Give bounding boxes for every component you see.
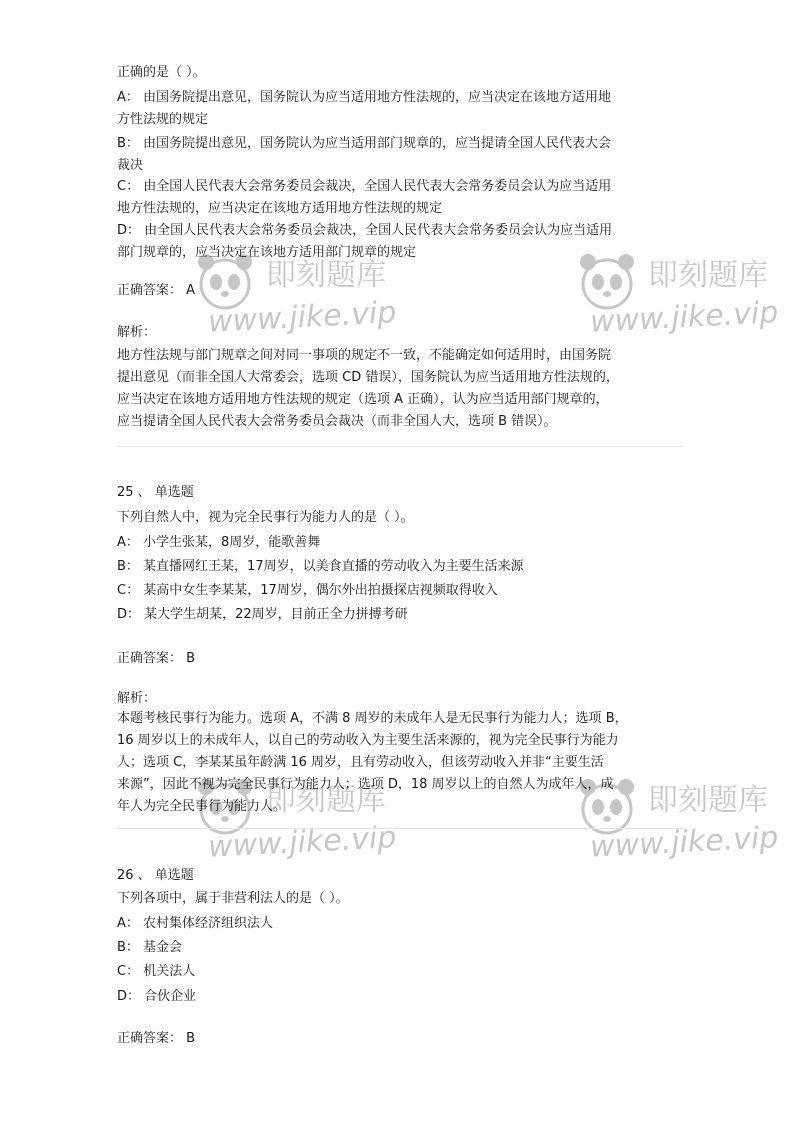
q26-answer: 正确答案： B [117,1031,196,1046]
q26-option-b[interactable]: B： 基金会 [117,940,183,955]
q25-answer: 正确答案： B [117,651,196,666]
analysis-line: 来源”，因此不视为完全民事行为能力人；选项 D，18 周岁以上的自然人为成年人，成 [117,777,614,792]
q24-stem: 正确的是（ ）。 [117,65,206,80]
analysis-line: 16 周岁以上的未成年人，以自己的劳动收入为主要生活来源的，视为完全民事行为能力 [117,733,619,748]
option-line: 地方性法规的，应当决定在该地方适用地方性法规的规定 [117,201,443,216]
q26-header: 26 、 单选题 [117,868,194,883]
watermark-brand-text: 即刻题库 [266,783,386,818]
option-line: 裁决 [117,158,144,173]
option-line: D： 由全国人民代表大会常务委员会裁决，全国人民代表大会常务委员会认为应当适用 [117,223,613,238]
q25-header: 25 、 单选题 [117,485,194,500]
q25-option-b[interactable]: B： 某直播网红王某，17周岁，以美食直播的劳动收入为主要生活来源 [117,559,524,574]
q24-option-b[interactable] [117,133,683,177]
watermark-brand-text: 即刻题库 [648,258,768,293]
q24-option-d[interactable] [117,220,683,264]
watermark-brand-text: 即刻题库 [266,258,386,293]
q25-analysis [117,708,683,818]
analysis-line: 提出意见（而非全国人大常委会，选项 CD 错误），国务院认为应当适用地方性法规的， [117,370,619,385]
option-line: C： 由全国人民代表大会常务委员会裁决，全国人民代表大会常务委员会认为应当适用 [117,179,612,194]
q25-analysis-label: 解析： [117,691,157,706]
question-divider [117,446,683,447]
watermark-url-text: www.jike.vip [589,820,780,865]
q24-answer: 正确答案： A [117,283,196,298]
analysis-line: 应当决定在该地方适用地方性法规的规定（选项 A 正确），认为应当适用部门规章的， [117,392,609,407]
watermark-brand-text: 即刻题库 [648,783,768,818]
option-line: B： 由国务院提出意见，国务院认为应当适用部门规章的，应当提请全国人民代表大会 [117,136,612,151]
option-line: A： 由国务院提出意见，国务院认为应当适用地方性法规的，应当决定在该地方适用地 [117,90,612,105]
q25-option-a[interactable]: A： 小学生张某，8周岁，能歌善舞 [117,535,321,550]
analysis-line: 人；选项 C，李某某虽年龄满 16 周岁，且有劳动收入，但该劳动收入并非“主要生活 [117,755,604,770]
option-line: 方性法规的规定 [117,112,209,127]
q26-option-d[interactable]: D： 合伙企业 [117,989,197,1004]
q26-stem: 下列各项中，属于非营利法人的是（ ）。 [117,891,349,906]
q24-analysis [117,345,683,433]
analysis-line: 地方性法规与部门规章之间对同一事项的规定不一致，不能确定如何适用时，由国务院 [117,348,612,363]
q24-option-a[interactable] [117,87,683,131]
analysis-line: 年人为完全民事行为能力人。 [117,799,287,814]
q24-option-c[interactable] [117,176,683,220]
q25-option-d[interactable]: D： 某大学生胡某，22周岁，目前正全力拼搏考研 [117,607,408,622]
analysis-line: 应当提请全国人民代表大会常务委员会裁决（而非全国人大，选项 B 错误）。 [117,414,557,429]
q26-option-c[interactable]: C： 机关法人 [117,964,196,979]
watermark-url-text: www.jike.vip [207,820,398,865]
watermark-url-text: www.jike.vip [207,295,398,340]
q25-option-c[interactable]: C： 某高中女生李某某，17周岁，偶尔外出拍摄探店视频取得收入 [117,583,498,598]
q25-stem: 下列自然人中，视为完全民事行为能力人的是（ ）。 [117,510,414,525]
analysis-line: 本题考核民事行为能力。选项 A，不满 8 周岁的未成年人是无民事行为能力人；选项 B， [117,711,628,726]
q24-analysis-label: 解析： [117,325,157,340]
option-line: 部门规章的，应当决定在该地方适用部门规章的规定 [117,245,417,260]
question-divider [117,828,683,829]
q26-option-a[interactable]: A： 农村集体经济组织法人 [117,916,274,931]
watermark-url-text: www.jike.vip [589,295,780,340]
